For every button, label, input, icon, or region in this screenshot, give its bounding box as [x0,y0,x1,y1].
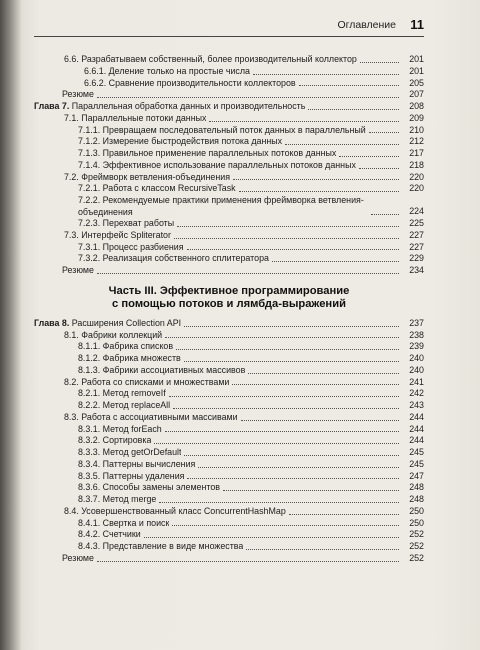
toc-entry: 7.1.3. Правильное применение параллельных потоков данных 217 [78,148,424,158]
header-title: Оглавление [337,19,396,31]
toc-entry: 7.3.2. Реализация собственного сплитератора 229 [78,253,424,264]
toc-entry: 7.1.1. Превращаем последовательный поток данных в параллельный 210 [78,124,424,135]
toc-entry: 8.4.2. Счетчики 252 [78,529,424,540]
toc-entry: 7.2. Фреймворк ветвления-объединения 220 [64,171,424,182]
toc-entry: 8.3.5. Паттерны удаления 247 [78,470,424,481]
part-3-heading [34,285,424,312]
toc-entry: 8.1. Фабрики коллекций 238 [64,329,424,340]
toc-entry: 7.2.3. Перехват работы 225 [78,218,424,228]
toc-entry: Резюме 207 [62,89,424,100]
toc-entry: 8.3.6. Способы замены элементов 248 [78,482,424,493]
toc-entry: 6.6.1. Деление только на простые числа 201 [84,65,424,76]
toc-entry: 8.3.1. Метод forEach 244 [78,423,424,434]
running-header [34,14,424,37]
toc-entry: 8.4.1. Свертка и поиск 250 [78,517,424,528]
toc-entry: 6.6.2. Сравнение производительности коллекторов 205 [84,77,424,88]
toc-entry: 8.3.7. Метод merge 248 [78,494,424,504]
toc-entry: 8.2. Работа со списками и множествами 241 [64,376,424,387]
toc-entry: 8.3.4. Паттерны вычисления 245 [78,458,424,469]
toc-entry: Резюме 234 [62,265,424,275]
part-3-line-2: с помощью потоков и лямбда-выражений [112,298,346,311]
table-of-contents [34,54,424,565]
toc-entry: 8.2.2. Метод replaceAll 243 [78,400,424,410]
toc-entry: 7.2.1. Работа с классом RecursiveTask 220 [78,183,424,194]
toc-entry: Резюме 252 [62,552,424,563]
toc-entry: 8.1.3. Фабрики ассоциативных массивов 240 [78,364,424,375]
toc-entry: 7.1.4. Эффективное использование параллельных потоков данных 218 [78,159,424,170]
toc-entry: 8.4. Усовершенствованный класс ConcurrentHashMap 250 [64,505,424,516]
toc-chapter-8: Глава 8. Расширения Collection API 237 [34,317,424,328]
toc-entry: 6.6. Разрабатываем собственный, более производительный коллектор 201 [64,54,424,64]
header-page-number: 11 [410,17,424,32]
toc-entry: 8.4.3. Представление в виде множества 252 [78,541,424,551]
toc-entry: 8.3. Работа с ассоциативными массивами 244 [64,411,424,422]
toc-entry: 8.2.1. Метод removeIf 242 [78,388,424,399]
toc-entry: 8.3.2. Сортировка 244 [78,435,424,446]
toc-entry: 7.3.1. Процесс разбиения 227 [78,241,424,252]
toc-entry: 7.2.2. Рекомендуемые практики применения фреймворка ветвления-объединения 224 [78,195,424,217]
toc-entry: 8.3.3. Метод getOrDefault 245 [78,447,424,457]
toc-entry: 8.1.2. Фабрика множеств 240 [78,353,424,363]
toc-entry: 7.3. Интерфейс Spliterator 227 [64,229,424,240]
toc-entry: 7.1. Параллельные потоки данных 209 [64,112,424,123]
toc-chapter-7: Глава 7. Параллельная обработка данных и производительность 208 [34,101,424,111]
toc-entry: 7.1.2. Измерение быстродействия потока данных 212 [78,136,424,147]
part-3-line-1: Часть III. Эффективное программирование [108,284,350,297]
toc-entry: 8.1.1. Фабрика списков 239 [78,341,424,352]
